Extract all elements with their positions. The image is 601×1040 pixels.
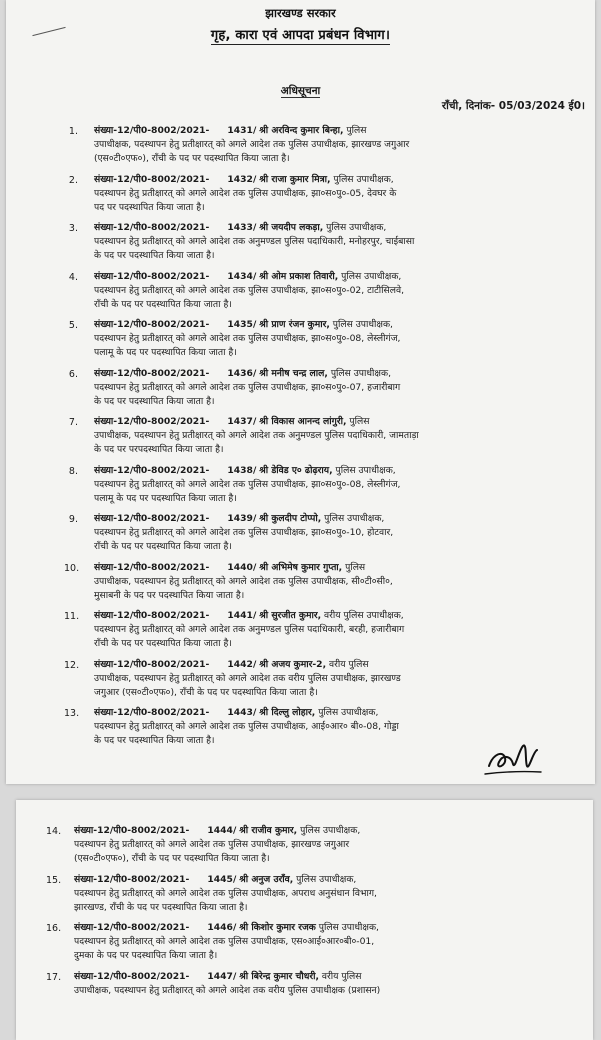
entry-number: 11. [64,611,80,622]
memo-number: 1434/ [227,270,257,282]
entry-line-2: पदस्थापन हेतु प्रतीक्षारत् को अगले आदेश तक पुलिस उपाधीक्षक, एस०आई०आर०बी०-01, [74,936,375,947]
entry-number: 13. [64,708,80,719]
memo-number: 1433/ [227,222,257,233]
order-number: संख्या-12/पी0-8002/2021- [74,970,190,982]
entry-line-1 [94,270,583,284]
entry-line-1 [94,561,583,575]
designation-start: वरीय पुलिस [329,658,369,670]
notification-entry [16,968,593,1014]
entry-line-3: दुमका के पद पर पदस्थापित किया जाता है। [74,950,218,961]
entry-line-2: उपाधीक्षक, पदस्थापन हेतु प्रतीक्षारत् को अगले आदेश तक वरीय पुलिस उपाधीक्षक (प्रशासन) [74,984,381,996]
designation-start: पुलिस [349,416,370,427]
memo-number: 1442/ [227,658,257,670]
entry-line-1 [94,415,583,429]
notification-entry [16,871,593,917]
entry-line-2: पदस्थापन हेतु प्रतीक्षारत् को अगले आदेश तक पुलिस उपाधीक्षक, अपराध अनुसंधान विभाग, [74,887,377,899]
designation-start: पुलिस उपाधीक्षक, [324,513,385,524]
entry-number: 15. [46,874,62,886]
notification-entry [6,171,595,217]
entry-line-3: झारखण्ड, राँची के पद पर पदस्थापित किया जाता है। [74,901,248,913]
order-number: संख्या-12/पी0-8002/2021- [94,707,210,718]
entry-line-3: राँची के पद पर पदस्थापित किया जाता है। [94,638,232,649]
entry-number: 6. [68,368,78,380]
memo-number: 1436/ [227,367,257,379]
entry-line-2: पदस्थापन हेतु प्रतीक्षारत् को अगले आदेश तक पुलिस उपाधीक्षक, झा०स०पु०-02, टाटीसिलवे, [94,284,404,296]
signature [481,736,551,780]
entry-number: 1. [68,126,78,137]
memo-number: 1435/ [227,319,257,330]
entry-line-2: उपाधीक्षक, पदस्थापन हेतु प्रतीक्षारत् को अगले आदेश तक अनुमण्डल पुलिस पदाधिकारी, जामताड़ा [94,430,419,441]
entry-line-2: पदस्थापन हेतु प्रतीक्षारत् को अगले आदेश तक पुलिस उपाधीक्षक, झा०स०पु०-08, लेस्लीगंज, [94,333,401,344]
order-number: संख्या-12/पी0-8002/2021- [94,367,210,379]
officer-name: श्री अभिमेष कुमार गुप्ता, [259,561,343,573]
memo-number: 1440/ [227,561,257,573]
officer-name: श्री बिरेन्द्र कुमार चौधरी, [239,970,319,982]
officer-name: श्री प्राण रंजन कुमार, [259,319,330,330]
memo-number: 1439/ [227,513,257,524]
notification-entry [6,510,595,556]
dateline: राँची, दिनांक- 05/03/2024 ई0। [441,100,585,112]
entry-number: 4. [68,271,78,283]
order-number: संख्या-12/पी0-8002/2021- [74,873,190,885]
entry-line-3: के पद पर पदस्थापित किया जाता है। [94,735,215,746]
officer-name: श्री सुरजीत कुमार, [259,610,322,621]
entry-line-3: के पद पर परपदस्थापित किया जाता है। [94,444,224,455]
notice-title-text: अधिसूचना [280,85,321,97]
document-page-1 [6,0,595,784]
entry-line-2: पदस्थापन हेतु प्रतीक्षारत् को अगले आदेश तक पुलिस उपाधीक्षक, झा०स०पु०-10, होटवार, [94,527,394,538]
memo-number: 1443/ [227,707,257,718]
entry-line-1 [74,921,587,935]
order-number: संख्या-12/पी0-8002/2021- [74,922,190,933]
order-number: संख्या-12/पी0-8002/2021- [94,610,210,621]
entry-line-1 [94,173,583,187]
officer-name: श्री मनीष चन्द्र लाल, [259,367,328,379]
entry-line-2: पदस्थापन हेतु प्रतीक्षारत् को अगले आदेश तक पुलिस उपाधीक्षक, आई०आर० बी०-08, गोड्डा [94,721,399,732]
designation-start: पुलिस उपाधीक्षक, [326,222,387,233]
memo-number: 1432/ [227,173,257,185]
entry-line-1 [94,706,583,720]
officer-name: श्री जयदीप लकड़ा, [259,222,324,233]
notification-entry [6,219,595,265]
entry-line-1 [94,512,583,526]
entry-line-3: जगुआर (एस०टी०एफ०), राँची के पद पर पदस्थापित किया जाता है। [94,686,318,698]
order-number: संख्या-12/पी0-8002/2021- [94,561,210,573]
designation-start: पुलिस उपाधीक्षक, [333,173,394,185]
order-number: संख्या-12/पी0-8002/2021- [94,319,210,330]
notification-entry [16,822,593,868]
order-number: संख्या-12/पी0-8002/2021- [74,825,190,836]
order-number: संख्या-12/पी0-8002/2021- [94,125,210,136]
memo-number: 1437/ [227,416,257,427]
designation-start: पुलिस उपाधीक्षक, [318,707,379,718]
entry-line-3: के पद पर पदस्थापित किया जाता है। [94,395,215,407]
document-page-2 [16,800,593,1040]
order-number: संख्या-12/पी0-8002/2021- [94,270,210,282]
officer-name: श्री कुलदीप टोप्पो, [259,513,322,524]
entry-line-2: पदस्थापन हेतु प्रतीक्षारत् को अगले आदेश तक पुलिस उपाधीक्षक, झारखण्ड जगुआर [74,839,350,850]
entry-number: 12. [64,659,80,671]
entry-line-1 [74,970,587,984]
notification-entry [6,365,595,411]
notification-entry [6,656,595,702]
entry-number: 17. [46,971,62,983]
officer-name: श्री राजा कुमार मित्रा, [259,173,331,185]
memo-number: 1446/ [207,922,237,933]
officer-name: श्री किशोर कुमार रजक [239,922,316,933]
notification-entry [16,919,593,965]
entry-line-2: पदस्थापन हेतु प्रतीक्षारत् को अगले आदेश तक पुलिस उपाधीक्षक, झा०स०पु०-08, लेस्लीगंज, [94,478,401,490]
designation-start: पुलिस [346,125,367,136]
entry-line-3: पलामू के पद पर पदस्थापित किया जाता है। [94,347,237,358]
entry-line-3: (एस०टी०एफ०), राँची के पद पर पदस्थापित किया जाता है। [94,153,290,164]
entry-line-2: पदस्थापन हेतु प्रतीक्षारत् को अगले आदेश तक अनुमण्डल पुलिस पदाधिकारी, मनोहरपुर, चाईबासा [94,236,415,247]
entry-line-3: (एस०टी०एफ०), राँची के पद पर पदस्थापित किया जाता है। [74,853,270,864]
entry-line-3: पलामू के पद पर पदस्थापित किया जाता है। [94,492,237,504]
order-number: संख्या-12/पी0-8002/2021- [94,416,210,427]
designation-start: वरीय पुलिस [321,970,362,982]
entry-line-1 [94,658,583,672]
entry-line-2: पदस्थापन हेतु प्रतीक्षारत् को अगले आदेश तक पुलिस उपाधीक्षक, झा०स०पु०-05, देवघर के [94,187,397,199]
order-number: संख्या-12/पी0-8002/2021- [94,658,210,670]
notification-entry [6,413,595,459]
entry-line-2: पदस्थापन हेतु प्रतीक्षारत् को अगले आदेश तक अनुमण्डल पुलिस पदाधिकारी, बरही, हजारीबाग [94,624,405,635]
entry-number: 14. [46,826,62,837]
officer-name: श्री डेविड ए० ढोढ़राय, [259,464,333,476]
designation-start: पुलिस उपाधीक्षक, [341,270,402,282]
officer-name: श्री अजय कुमार-2, [259,658,327,670]
officer-name: श्री दिल्लु लोहार, [259,707,316,718]
entry-number: 9. [68,514,78,525]
entry-line-3: राँची के पद पर पदस्थापित किया जाता है। [94,298,232,310]
entry-number: 16. [46,923,62,934]
notification-entry [6,268,595,314]
notification-entry [6,316,595,362]
memo-number: 1444/ [207,825,237,836]
memo-number: 1445/ [207,873,237,885]
entry-line-3: राँची के पद पर पदस्थापित किया जाता है। [94,541,232,552]
entry-line-1 [94,609,583,623]
designation-start: पुलिस उपाधीक्षक, [330,367,391,379]
officer-name: श्री अनुज उराँव, [239,873,294,885]
designation-start: पुलिस [345,561,366,573]
memo-number: 1431/ [227,125,257,136]
entry-number: 7. [68,417,78,428]
memo-number: 1447/ [207,970,237,982]
officer-name: श्री ओम प्रकाश तिवारी, [259,270,339,282]
officer-name: श्री अरविन्द कुमार बिन्हा, [259,125,344,136]
notification-entry [6,559,595,605]
entry-line-2: पदस्थापन हेतु प्रतीक्षारत् को अगले आदेश तक पुलिस उपाधीक्षक, झा०स०पु०-07, हजारीबाग [94,381,401,393]
designation-start: पुलिस उपाधीक्षक, [300,825,361,836]
entry-number: 10. [64,562,80,574]
notice-title [6,84,595,98]
entry-line-1 [94,367,583,381]
designation-start: पुलिस उपाधीक्षक, [296,873,357,885]
entry-line-1 [74,873,587,887]
entry-line-3: मुसाबनी के पद पर पदस्थापित किया जाता है। [94,589,245,601]
memo-number: 1441/ [227,610,257,621]
notification-entry [6,607,595,653]
entry-number: 5. [68,320,78,331]
notification-entry [6,462,595,508]
memo-number: 1438/ [227,464,257,476]
entry-line-2: उपाधीक्षक, पदस्थापन हेतु प्रतीक्षारत् को अगले आदेश तक पुलिस उपाधीक्षक, सी०टी०सी०, [94,575,393,587]
designation-start: पुलिस उपाधीक्षक, [335,464,396,476]
entry-line-1 [74,824,587,838]
entry-line-3: पद पर पदस्थापित किया जाता है। [94,201,205,213]
government-heading: झारखण्ड सरकार [265,6,336,20]
entry-number: 8. [68,465,78,477]
notification-entry [6,122,595,168]
entry-line-1 [94,318,583,332]
designation-start: पुलिस उपाधीक्षक, [332,319,393,330]
order-number: संख्या-12/पी0-8002/2021- [94,513,210,524]
entry-line-3: के पद पर पदस्थापित किया जाता है। [94,250,215,261]
entry-line-1 [94,221,583,235]
department-heading [6,25,595,43]
order-number: संख्या-12/पी0-8002/2021- [94,173,210,185]
entry-number: 3. [68,223,78,234]
entry-number: 2. [68,174,78,186]
entry-line-1 [94,124,583,138]
entry-line-2: उपाधीक्षक, पदस्थापन हेतु प्रतीक्षारत् को अगले आदेश तक पुलिस उपाधीक्षक, झारखण्ड जगुआर [94,139,410,150]
officer-name: श्री राजीव कुमार, [239,825,298,836]
entry-line-1 [94,464,583,478]
order-number: संख्या-12/पी0-8002/2021- [94,222,210,233]
officer-name: श्री विकास आनन्द लांगुरी, [259,416,347,427]
order-number: संख्या-12/पी0-8002/2021- [94,464,210,476]
designation-start: पुलिस उपाधीक्षक, [318,922,379,933]
department-heading-text: गृह, कारा एवं आपदा प्रबंधन विभाग। [210,28,391,43]
designation-start: वरीय पुलिस उपाधीक्षक, [324,610,404,621]
entry-line-2: उपाधीक्षक, पदस्थापन हेतु प्रतीक्षारत् को अगले आदेश तक वरीय पुलिस उपाधीक्षक, झारखण्ड [94,672,401,684]
